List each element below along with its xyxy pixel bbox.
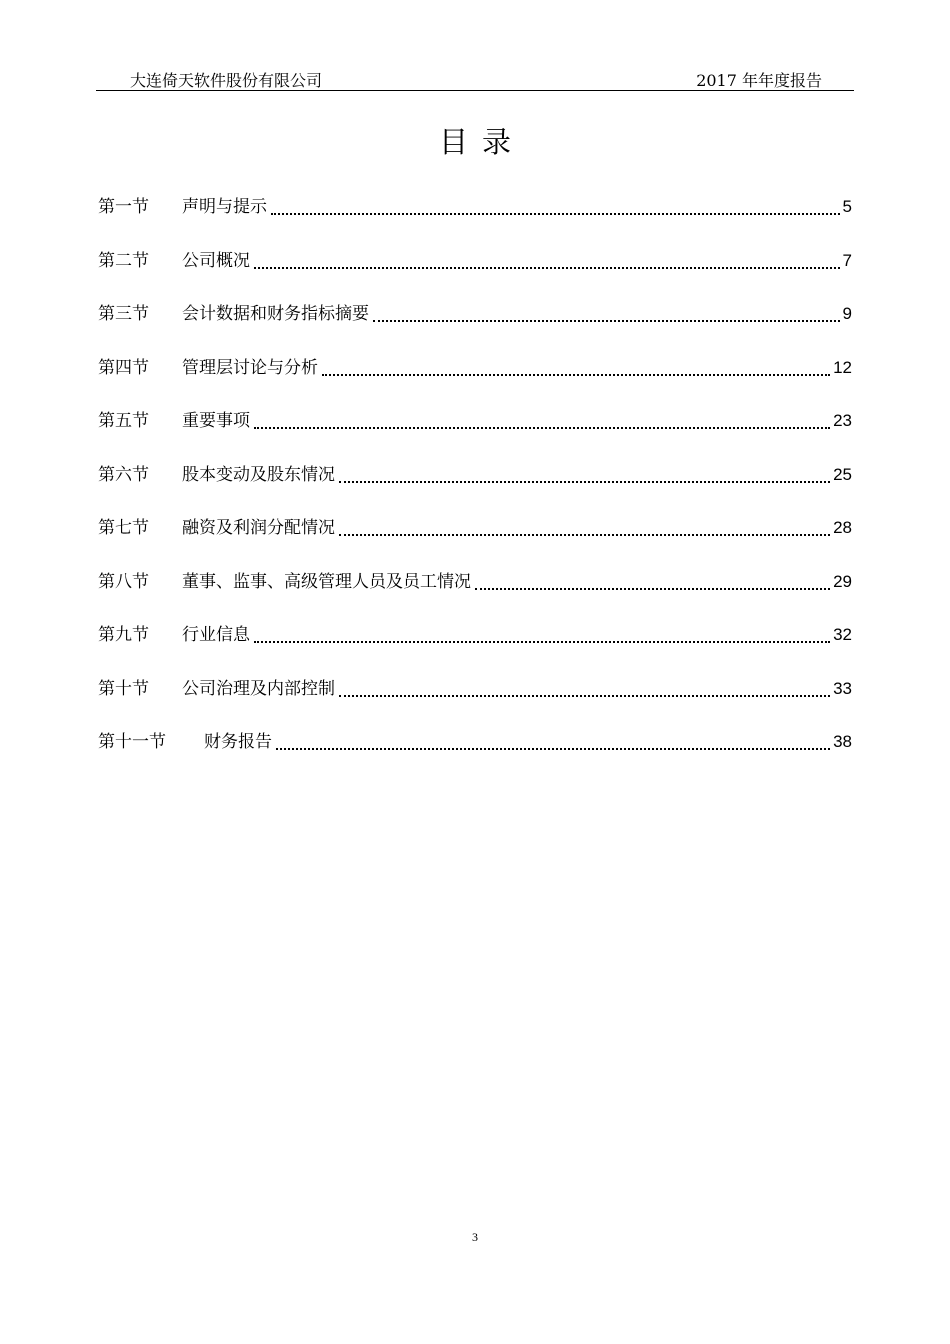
toc-entry-11[interactable]: [98, 729, 852, 783]
toc-page-number: 33: [833, 678, 852, 698]
toc-page-number: 38: [833, 732, 852, 751]
toc-page-number: 7: [842, 250, 852, 270]
toc-page-number: 28: [833, 518, 852, 537]
toc-section-number: 第二节: [98, 250, 149, 271]
toc-section-number: 第三节: [98, 304, 149, 324]
toc-entry-6[interactable]: [98, 462, 852, 516]
toc-title: 目录: [438, 125, 525, 159]
toc-page-number: 29: [833, 571, 852, 591]
toc-entry-3[interactable]: [98, 301, 852, 355]
toc-page-number: 23: [833, 411, 852, 430]
toc-section-number: 第八节: [98, 571, 149, 592]
toc-page-number: 32: [833, 625, 852, 644]
toc-section-number: 第九节: [98, 625, 149, 645]
toc-page-number: 25: [833, 464, 852, 484]
toc-entry-1[interactable]: [98, 194, 852, 248]
report-title: 2017 年年度报告: [696, 71, 822, 90]
toc-dot-leader: [475, 569, 830, 590]
table-of-contents: [98, 194, 852, 783]
toc-page-number: 12: [833, 357, 852, 377]
toc-dot-leader: [339, 462, 830, 483]
toc-dot-leader: [339, 676, 830, 697]
toc-entry-2[interactable]: [98, 248, 852, 302]
toc-entry-5[interactable]: [98, 408, 852, 462]
toc-section-title: 公司概况: [182, 250, 250, 271]
toc-dot-leader: [254, 248, 840, 269]
toc-dot-leader: [373, 301, 840, 322]
toc-section-number: 第一节: [98, 197, 149, 217]
toc-dot-leader: [339, 515, 830, 536]
toc-page-number: 5: [842, 197, 852, 216]
toc-section-number: 第四节: [98, 357, 149, 378]
toc-entry-10[interactable]: [98, 676, 852, 730]
toc-section-title: 融资及利润分配情况: [182, 518, 335, 538]
company-name: 大连倚天软件股份有限公司: [130, 71, 323, 90]
toc-section-number: 第十节: [98, 678, 149, 699]
toc-section-number: 第七节: [98, 518, 149, 538]
toc-entry-8[interactable]: [98, 569, 852, 623]
toc-section-number: 第五节: [98, 411, 149, 431]
toc-section-title: 财务报告: [204, 732, 272, 752]
toc-entry-7[interactable]: [98, 515, 852, 569]
toc-entry-4[interactable]: [98, 355, 852, 409]
page-header: [96, 66, 854, 91]
toc-dot-leader: [322, 355, 830, 376]
toc-section-title: 声明与提示: [182, 197, 267, 217]
toc-dot-leader: [271, 194, 840, 215]
toc-entry-9[interactable]: [98, 622, 852, 676]
toc-section-title: 管理层讨论与分析: [182, 357, 318, 378]
toc-section-title: 股本变动及股东情况: [182, 464, 335, 485]
toc-dot-leader: [254, 622, 830, 643]
toc-section-number: 第十一节: [98, 732, 166, 752]
toc-dot-leader: [254, 408, 830, 429]
toc-section-title: 董事、监事、高级管理人员及员工情况: [182, 571, 471, 592]
toc-section-title: 重要事项: [182, 411, 250, 431]
toc-page-number: 9: [842, 304, 852, 323]
toc-section-title: 公司治理及内部控制: [182, 678, 335, 699]
toc-section-number: 第六节: [98, 464, 149, 485]
page-number: 3: [472, 1230, 478, 1244]
toc-dot-leader: [276, 729, 830, 750]
toc-section-title: 行业信息: [182, 625, 250, 645]
toc-section-title: 会计数据和财务指标摘要: [182, 304, 369, 324]
